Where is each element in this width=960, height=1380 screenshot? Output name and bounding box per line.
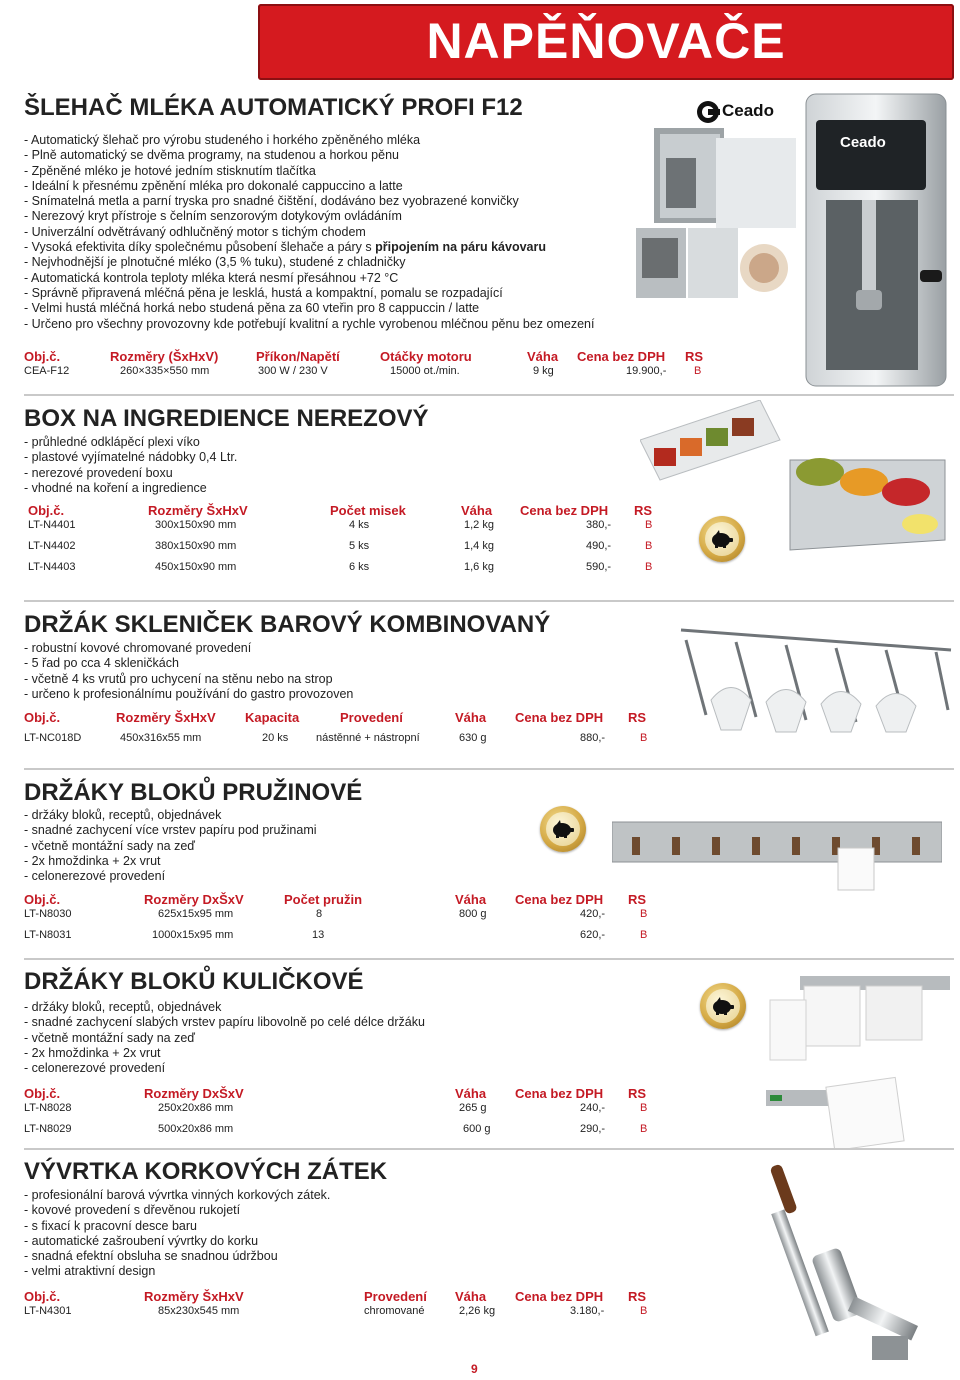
section-divider	[24, 394, 954, 396]
bullet: - Automatická kontrola teploty mléka která nesmí přesáhnou +72 °C	[24, 270, 399, 285]
cell-code: LT-N8030	[24, 908, 72, 920]
frother-machine-image	[796, 90, 956, 390]
bullet: - průhledné odklápěcí plexi víko	[24, 435, 200, 449]
bullet: - celonerezové provedení	[24, 1061, 166, 1076]
bullet: - včetně montážní sady na zeď	[24, 1030, 195, 1045]
col-header: Obj.č.	[28, 503, 65, 518]
ingredient-box-image	[640, 400, 955, 580]
cell-price: 3.180,-	[570, 1305, 605, 1317]
bullet-prefix: - Vysoká efektivita díky společnému působení šlehače a páry s	[24, 240, 376, 255]
bullet: - včetně montážní sady na zeď	[24, 838, 195, 853]
cell-price: 240,-	[580, 1102, 606, 1114]
cell-weight: 9 kg	[533, 365, 554, 377]
section-divider	[24, 958, 954, 960]
bullet: - Ideální k přesnému zpěnění mléka pro dokonalé cappuccino a latte	[24, 178, 403, 193]
cell-dimensions: 380x150x90 mm	[155, 540, 237, 552]
cell-code: LT-N8031	[24, 929, 72, 941]
page-number: 9	[471, 1362, 478, 1376]
cell-weight: 2,26 kg	[459, 1305, 496, 1317]
frother-bullets	[24, 133, 594, 332]
col-header: Otáčky motoru	[380, 349, 472, 364]
cell-dimensions: 450x150x90 mm	[155, 561, 237, 573]
rs-badge	[540, 806, 586, 852]
col-header: Cena bez DPH	[515, 1289, 604, 1304]
col-header: RS	[685, 349, 704, 364]
corkscrew-illustration	[752, 1160, 942, 1375]
section-divider	[24, 600, 954, 602]
bullet: - Univerzální odvětrávaný odhlučněný motor s tichým chodem	[24, 224, 366, 239]
bullet: - včetně 4 ks vrutů pro uchycení na stěnu nebo na strop	[24, 671, 333, 686]
cell-weight: 800 g	[459, 908, 487, 920]
bullet-special	[24, 240, 594, 255]
piggy-bank-icon	[711, 996, 735, 1016]
cell-weight: 630 g	[459, 732, 487, 744]
bullet: - robustní kovové chromované provedení	[24, 641, 252, 655]
cell-price: 380,-	[586, 519, 612, 531]
col-header: Příkon/Napětí	[256, 349, 340, 364]
cell-rpm: 15000 ot./min.	[390, 365, 460, 377]
box-bullets	[24, 435, 237, 496]
col-header: Obj.č.	[24, 349, 61, 364]
cell-code: LT-N4403	[28, 561, 76, 573]
bullet: - snadná efektní obsluha se snadnou údržbou	[24, 1249, 278, 1264]
cell-code: LT-N4301	[24, 1305, 72, 1317]
bullet: - kovové provedení s dřevěnou rukojetí	[24, 1203, 241, 1218]
cell-weight: 1,2 kg	[464, 519, 494, 531]
bullet: - profesionální barová vývrtka vinných korkových zátek.	[24, 1188, 331, 1202]
ball-holder-image	[760, 968, 955, 1148]
cell-code: CEA-F12	[24, 365, 70, 377]
cell-rs: B	[645, 561, 653, 573]
bullet: - určeno k profesionálnímu používání do gastro provozoven	[24, 686, 354, 701]
col-header: Obj.č.	[24, 1289, 61, 1304]
bullet: - Velmi hustá mléčná horká nebo studená pěna za 60 vteřin pro 8 cappuccin / latte	[24, 301, 480, 316]
bullet: - Plně automatický se dvěma programy, na studenou a horkou pěnu	[24, 148, 399, 163]
cell-rs: B	[645, 519, 653, 531]
bullet: - velmi atraktivní design	[24, 1264, 156, 1279]
cell-dimensions: 500x20x86 mm	[158, 1123, 234, 1135]
col-header: Váha	[455, 710, 487, 725]
cell-power: 300 W / 230 V	[258, 365, 328, 377]
bullet: - plastové vyjímatelné nádobky 0,4 Ltr.	[24, 450, 238, 465]
cell-rs: B	[640, 732, 648, 744]
bullet: - Nerezový kryt přístroje s čelním senzorovým dotykovým ovládáním	[24, 209, 402, 224]
bullet: - vhodné na koření a ingredience	[24, 480, 207, 495]
col-header: Kapacita	[245, 710, 300, 725]
ceado-logo-text: Ceado	[722, 101, 774, 120]
bullet: - snadné zachycení více vrstev papíru pod pružinami	[24, 823, 317, 838]
ingredient-box-illustration	[640, 400, 955, 580]
col-header: Rozměry DxŠxV	[144, 892, 244, 907]
bullet: - celonerezové provedení	[24, 869, 166, 884]
cell-price: 19.900,-	[626, 365, 667, 377]
bullet: - s fixací k pracovní desce baru	[24, 1218, 197, 1233]
col-header: Cena bez DPH	[515, 1086, 604, 1101]
bullet: - Snímatelná metla a parní tryska pro snadné čištění, dodáváno bez vyobrazené konvičky	[24, 194, 519, 209]
col-header: Počet pružin	[284, 892, 363, 907]
cell-rs: B	[640, 929, 648, 941]
col-header: Počet misek	[330, 503, 406, 518]
col-header: Cena bez DPH	[577, 349, 666, 364]
cell-rs: B	[645, 540, 653, 552]
col-header: RS	[634, 503, 653, 518]
cell-weight: 265 g	[459, 1102, 487, 1114]
bullet: - 5 řad po cca 4 skleničkách	[24, 656, 179, 671]
col-header: RS	[628, 1086, 647, 1101]
col-header: RS	[628, 710, 647, 725]
col-header: Obj.č.	[24, 710, 61, 725]
rs-badge	[700, 983, 746, 1029]
cell-weight: 600 g	[463, 1123, 491, 1135]
col-header: Rozměry ŠxHxV	[116, 710, 216, 725]
col-header: Cena bez DPH	[515, 892, 604, 907]
col-header: Váha	[455, 892, 487, 907]
cell-count: 5 ks	[349, 540, 370, 552]
col-header: Obj.č.	[24, 1086, 61, 1101]
cell-dimensions: 85x230x545 mm	[158, 1305, 240, 1317]
cell-code: LT-N8028	[24, 1102, 72, 1114]
machine-logo-text: Ceado	[840, 134, 886, 151]
col-header: Rozměry (ŠxHxV)	[110, 349, 219, 364]
cell-price: 620,-	[580, 929, 606, 941]
glass-holder-image	[676, 620, 956, 735]
section-divider	[24, 768, 954, 770]
collage-illustration	[636, 128, 796, 298]
piggy-bank-icon	[551, 819, 575, 839]
cell-rs: B	[694, 365, 702, 377]
cell-price: 420,-	[580, 908, 606, 920]
col-header: Obj.č.	[24, 892, 61, 907]
col-header: Váha	[455, 1086, 487, 1101]
col-header: Rozměry DxŠxV	[144, 1086, 244, 1101]
ball-holder-bullets	[24, 1000, 425, 1076]
bullet: - 2x hmoždinka + 2x vrut	[24, 853, 161, 868]
glass-holder-bullets	[24, 641, 353, 702]
cell-type: nástěnné + nástropní	[316, 732, 420, 744]
bullet: - snadné zachycení slabých vrstev papíru libovolně po celé délce držáku	[24, 1015, 425, 1030]
cell-rs: B	[640, 1305, 648, 1317]
col-header: Váha	[461, 503, 493, 518]
cell-rs: B	[640, 1102, 648, 1114]
banner-title: NAPĚŇOVAČE	[426, 13, 786, 69]
col-header: RS	[628, 1289, 647, 1304]
cell-weight: 1,6 kg	[464, 561, 494, 573]
ball-holder-illustration	[760, 968, 955, 1148]
section-divider	[24, 1148, 954, 1150]
cell-springs: 8	[316, 908, 323, 920]
cell-capacity: 20 ks	[262, 732, 289, 744]
col-header: Cena bez DPH	[520, 503, 609, 518]
bullet: - držáky bloků, receptů, objednávek	[24, 1000, 222, 1014]
glass-holder-title: DRŽÁK SKLENIČEK BAROVÝ KOMBINOVANÝ	[24, 611, 551, 638]
bullet: - držáky bloků, receptů, objednávek	[24, 808, 222, 822]
cell-rs: B	[640, 1123, 648, 1135]
cell-count: 6 ks	[349, 561, 370, 573]
col-header: Rozměry ŠxHxV	[144, 1289, 244, 1304]
glass-holder-illustration	[676, 620, 956, 735]
spring-holder-bullets	[24, 808, 317, 884]
col-header: RS	[628, 892, 647, 907]
bullet: - Určeno pro všechny provozovny kde potřebují kvalitní a rychle vyrobenou mléčnou pěnu bez omezení	[24, 316, 595, 331]
col-header: Rozměry ŠxHxV	[148, 503, 248, 518]
bullet: - automatické zašroubení vývrtky do korku	[24, 1233, 259, 1248]
cell-code: LT-N4401	[28, 519, 76, 531]
cell-code: LT-NC018D	[24, 732, 82, 744]
spring-holder-image	[612, 812, 942, 892]
cell-dimensions: 260×335×550 mm	[120, 365, 210, 377]
col-header: Váha	[455, 1289, 487, 1304]
cell-code: LT-N8029	[24, 1123, 72, 1135]
ceado-logo	[696, 98, 776, 126]
cell-price: 590,-	[586, 561, 612, 573]
col-header: Váha	[527, 349, 559, 364]
bullet: - nerezové provedení boxu	[24, 465, 173, 480]
rs-badge	[699, 516, 745, 562]
cell-dimensions: 250x20x86 mm	[158, 1102, 234, 1114]
col-header: Provedení	[364, 1289, 427, 1304]
cell-dimensions: 625x15x95 mm	[158, 908, 234, 920]
bullet: - Zpěněné mléko je hotové jedním stisknutím tlačítka	[24, 163, 316, 178]
cell-price: 490,-	[586, 540, 612, 552]
ball-holder-title: DRŽÁKY BLOKŮ KULIČKOVÉ	[24, 968, 364, 995]
cell-dimensions: 300x150x90 mm	[155, 519, 237, 531]
spring-holder-illustration	[612, 812, 942, 892]
box-title: BOX NA INGREDIENCE NEREZOVÝ	[24, 405, 429, 432]
cell-weight: 1,4 kg	[464, 540, 494, 552]
cell-dimensions: 1000x15x95 mm	[152, 929, 234, 941]
cell-springs: 13	[312, 929, 325, 941]
bullet: - Nejvhodnější je plnotučné mléko (3,5 % tuku), studené z chladničky	[24, 255, 406, 270]
cell-finish: chromované	[364, 1305, 425, 1317]
bullet: - Správně připravená mléčná pěna je lesklá, hustá a kompaktní, pomalu se rozpadající	[24, 285, 503, 300]
frother-collage-image	[636, 128, 796, 298]
cell-rs: B	[640, 908, 648, 920]
col-header: Provedení	[340, 710, 403, 725]
corkscrew-bullets	[24, 1188, 330, 1280]
bullet: - Automatický šlehač pro výrobu studeného i horkého zpěněného mléka	[24, 133, 421, 147]
corkscrew-title: VÝVRTKA KORKOVÝCH ZÁTEK	[24, 1158, 388, 1185]
corkscrew-image	[752, 1160, 942, 1375]
cell-code: LT-N4402	[28, 540, 76, 552]
cell-price: 290,-	[580, 1123, 606, 1135]
cell-dimensions: 450x316x55 mm	[120, 732, 202, 744]
bullet-bold: připojením na páru kávovaru	[375, 240, 547, 255]
spring-holder-title: DRŽÁKY BLOKŮ PRUŽINOVÉ	[24, 779, 363, 806]
cell-count: 4 ks	[349, 519, 370, 531]
bullet: - 2x hmoždinka + 2x vrut	[24, 1045, 161, 1060]
col-header: Cena bez DPH	[515, 710, 604, 725]
cell-price: 880,-	[580, 732, 606, 744]
piggy-bank-icon	[710, 529, 734, 549]
frother-title: ŠLEHAČ MLÉKA AUTOMATICKÝ PROFI F12	[24, 94, 523, 121]
